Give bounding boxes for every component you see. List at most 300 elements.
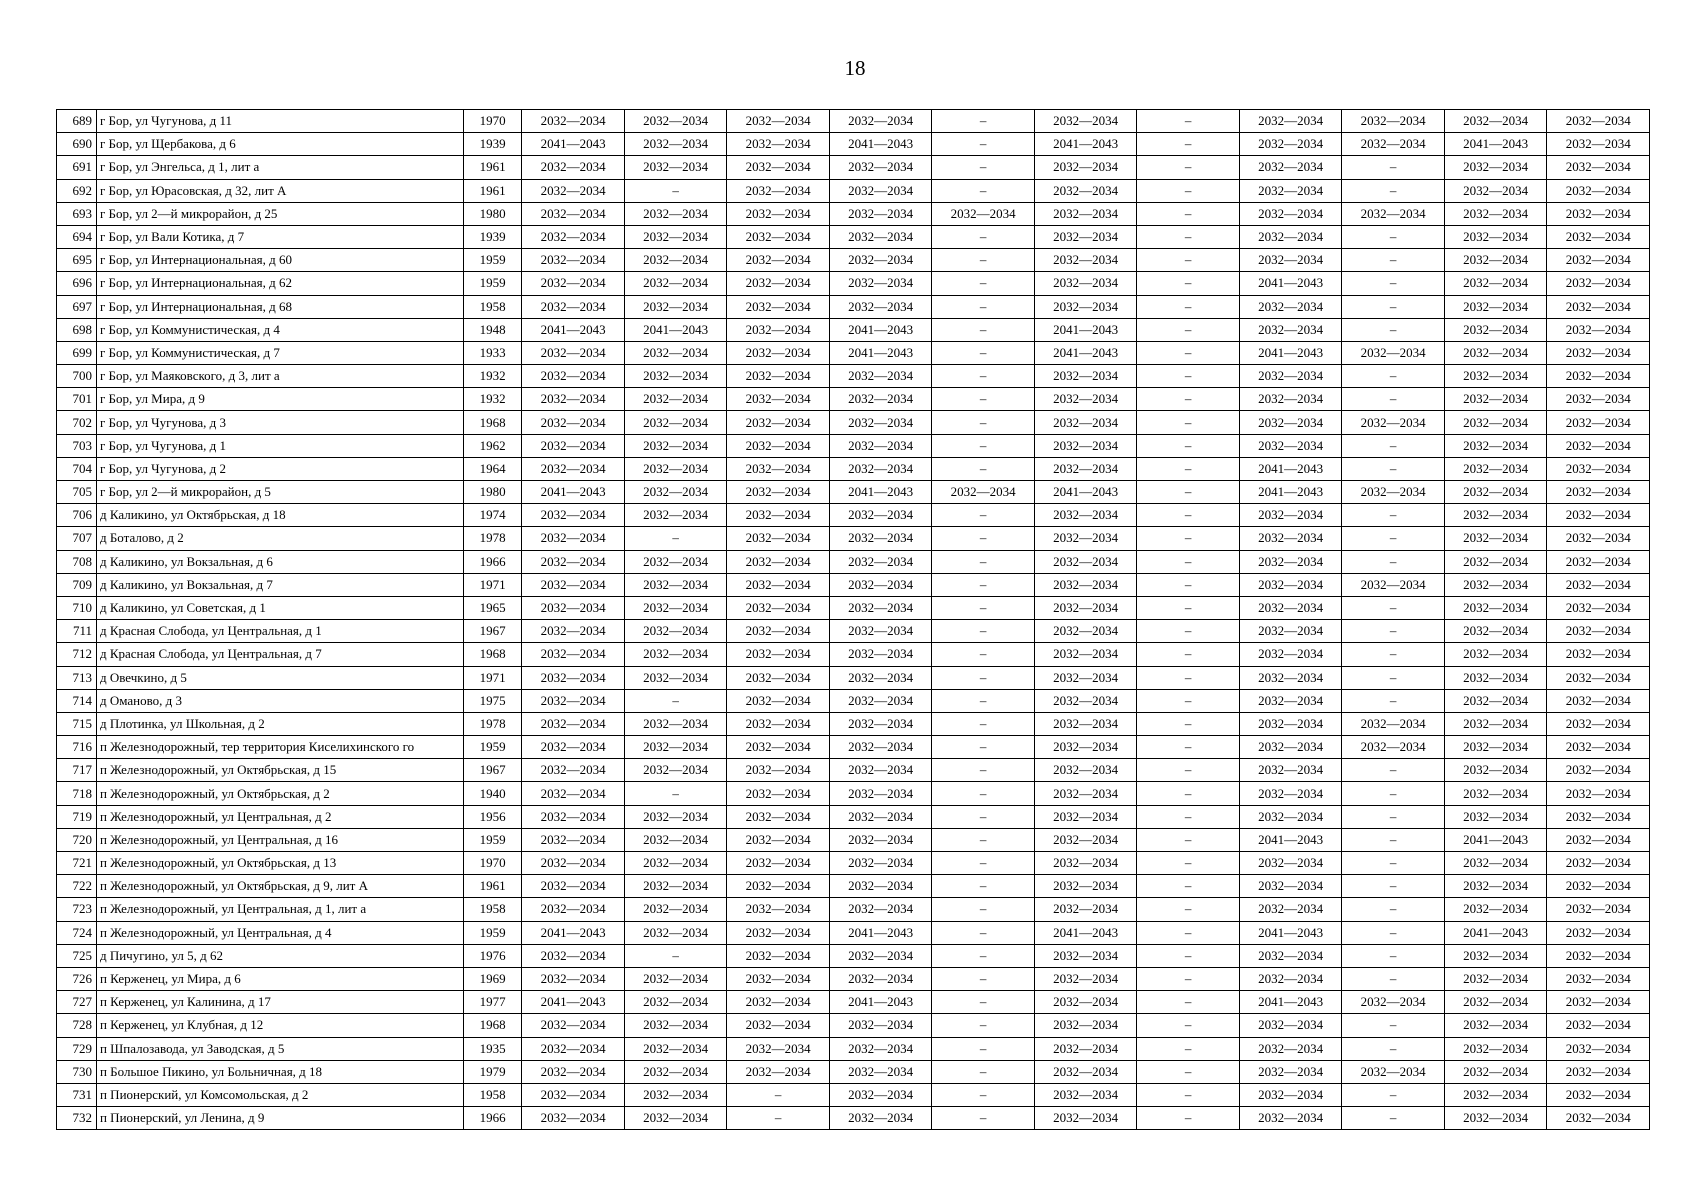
year-built-cell: 1966 [463, 550, 521, 573]
address-cell: г Бор, ул Чугунова, д 2 [96, 457, 463, 480]
address-cell: г Бор, ул Коммунистическая, д 4 [96, 318, 463, 341]
table-row [57, 898, 1650, 921]
table-row [57, 411, 1650, 434]
year-built-cell: 1971 [463, 573, 521, 596]
period-cell-2: 2032—2034 [624, 388, 727, 411]
period-cell-9: – [1342, 596, 1445, 619]
address-cell: д Овечкино, д 5 [96, 666, 463, 689]
year-built-cell: 1979 [463, 1060, 521, 1083]
period-cell-4: 2032—2034 [829, 643, 932, 666]
period-cell-5: – [932, 805, 1035, 828]
table-row [57, 110, 1650, 133]
period-cell-9: – [1342, 295, 1445, 318]
period-cell-5: – [932, 365, 1035, 388]
period-cell-9: – [1342, 1107, 1445, 1130]
period-cell-4: 2032—2034 [829, 1107, 932, 1130]
period-cell-9: – [1342, 504, 1445, 527]
period-cell-1: 2032—2034 [522, 179, 625, 202]
period-cell-8: 2032—2034 [1239, 550, 1342, 573]
address-cell: п Керженец, ул Мира, д 6 [96, 967, 463, 990]
period-cell-11: 2032—2034 [1547, 1107, 1650, 1130]
period-cell-1: 2041—2043 [522, 318, 625, 341]
period-cell-5: – [932, 457, 1035, 480]
table-row [57, 712, 1650, 735]
period-cell-4: 2032—2034 [829, 620, 932, 643]
year-built-cell: 1935 [463, 1037, 521, 1060]
period-cell-2: 2032—2034 [624, 759, 727, 782]
period-cell-11: 2032—2034 [1547, 249, 1650, 272]
period-cell-9: 2032—2034 [1342, 573, 1445, 596]
period-cell-7: – [1137, 249, 1240, 272]
period-cell-11: 2032—2034 [1547, 1060, 1650, 1083]
year-built-cell: 1932 [463, 388, 521, 411]
period-cell-8: 2032—2034 [1239, 620, 1342, 643]
address-cell: г Бор, ул Коммунистическая, д 7 [96, 341, 463, 364]
address-cell: д Пичугино, ул 5, д 62 [96, 944, 463, 967]
period-cell-7: – [1137, 596, 1240, 619]
period-cell-8: 2032—2034 [1239, 434, 1342, 457]
period-cell-3: 2032—2034 [727, 481, 830, 504]
period-cell-11: 2032—2034 [1547, 689, 1650, 712]
period-cell-11: 2032—2034 [1547, 666, 1650, 689]
period-cell-10: 2041—2043 [1444, 133, 1547, 156]
period-cell-2: 2032—2034 [624, 596, 727, 619]
period-cell-1: 2032—2034 [522, 759, 625, 782]
year-built-cell: 1968 [463, 411, 521, 434]
period-cell-1: 2032—2034 [522, 341, 625, 364]
period-cell-6: 2032—2034 [1034, 202, 1137, 225]
period-cell-11: 2032—2034 [1547, 759, 1650, 782]
period-cell-7: – [1137, 991, 1240, 1014]
period-cell-6: 2032—2034 [1034, 596, 1137, 619]
period-cell-8: 2032—2034 [1239, 1060, 1342, 1083]
period-cell-2: 2032—2034 [624, 411, 727, 434]
row-number: 730 [57, 1060, 97, 1083]
period-cell-1: 2032—2034 [522, 1107, 625, 1130]
period-cell-9: – [1342, 782, 1445, 805]
period-cell-6: 2032—2034 [1034, 620, 1137, 643]
table-row [57, 1060, 1650, 1083]
year-built-cell: 1958 [463, 1083, 521, 1106]
period-cell-5: – [932, 156, 1035, 179]
period-cell-9: – [1342, 527, 1445, 550]
period-cell-6: 2032—2034 [1034, 736, 1137, 759]
address-cell: д Каликино, ул Октябрьская, д 18 [96, 504, 463, 527]
period-cell-9: 2032—2034 [1342, 341, 1445, 364]
period-cell-6: 2032—2034 [1034, 110, 1137, 133]
period-cell-6: 2032—2034 [1034, 272, 1137, 295]
year-built-cell: 1969 [463, 967, 521, 990]
address-cell: г Бор, ул Маяковского, д 3, лит а [96, 365, 463, 388]
period-cell-8: 2032—2034 [1239, 156, 1342, 179]
period-cell-4: 2032—2034 [829, 156, 932, 179]
period-cell-9: – [1342, 249, 1445, 272]
period-cell-4: 2032—2034 [829, 550, 932, 573]
table-row [57, 967, 1650, 990]
period-cell-1: 2032—2034 [522, 388, 625, 411]
table-row [57, 527, 1650, 550]
period-cell-4: 2041—2043 [829, 318, 932, 341]
period-cell-3: 2032—2034 [727, 434, 830, 457]
row-number: 690 [57, 133, 97, 156]
period-cell-11: 2032—2034 [1547, 202, 1650, 225]
address-cell: п Железнодорожный, тер территория Киселихинского го [96, 736, 463, 759]
table-row [57, 202, 1650, 225]
period-cell-10: 2032—2034 [1444, 875, 1547, 898]
period-cell-8: 2032—2034 [1239, 179, 1342, 202]
period-cell-3: 2032—2034 [727, 388, 830, 411]
period-cell-5: – [932, 133, 1035, 156]
year-built-cell: 1956 [463, 805, 521, 828]
period-cell-10: 2032—2034 [1444, 805, 1547, 828]
period-cell-7: – [1137, 921, 1240, 944]
period-cell-7: – [1137, 782, 1240, 805]
table-row [57, 828, 1650, 851]
period-cell-9: 2032—2034 [1342, 110, 1445, 133]
period-cell-1: 2032—2034 [522, 852, 625, 875]
period-cell-5: – [932, 620, 1035, 643]
row-number: 696 [57, 272, 97, 295]
period-cell-2: 2032—2034 [624, 712, 727, 735]
table-row [57, 620, 1650, 643]
period-cell-11: 2032—2034 [1547, 156, 1650, 179]
year-built-cell: 1958 [463, 898, 521, 921]
period-cell-8: 2032—2034 [1239, 225, 1342, 248]
period-cell-1: 2032—2034 [522, 1060, 625, 1083]
year-built-cell: 1967 [463, 620, 521, 643]
period-cell-6: 2032—2034 [1034, 805, 1137, 828]
period-cell-9: – [1342, 828, 1445, 851]
period-cell-2: 2032—2034 [624, 550, 727, 573]
row-number: 717 [57, 759, 97, 782]
period-cell-3: 2032—2034 [727, 295, 830, 318]
period-cell-1: 2032—2034 [522, 944, 625, 967]
row-number: 691 [57, 156, 97, 179]
period-cell-11: 2032—2034 [1547, 620, 1650, 643]
period-cell-6: 2041—2043 [1034, 341, 1137, 364]
period-cell-5: – [932, 411, 1035, 434]
period-cell-7: – [1137, 712, 1240, 735]
period-cell-6: 2032—2034 [1034, 388, 1137, 411]
period-cell-1: 2032—2034 [522, 643, 625, 666]
row-number: 699 [57, 341, 97, 364]
period-cell-7: – [1137, 202, 1240, 225]
table-row [57, 272, 1650, 295]
year-built-cell: 1975 [463, 689, 521, 712]
period-cell-2: – [624, 527, 727, 550]
period-cell-11: 2032—2034 [1547, 898, 1650, 921]
row-number: 698 [57, 318, 97, 341]
period-cell-10: 2032—2034 [1444, 388, 1547, 411]
period-cell-1: 2032—2034 [522, 1037, 625, 1060]
row-number: 713 [57, 666, 97, 689]
period-cell-7: – [1137, 666, 1240, 689]
period-cell-9: 2032—2034 [1342, 202, 1445, 225]
table-row [57, 365, 1650, 388]
period-cell-10: 2032—2034 [1444, 689, 1547, 712]
address-cell: г Бор, ул Чугунова, д 1 [96, 434, 463, 457]
period-cell-9: – [1342, 457, 1445, 480]
period-cell-10: 2032—2034 [1444, 759, 1547, 782]
period-cell-3: 2032—2034 [727, 457, 830, 480]
period-cell-4: 2032—2034 [829, 110, 932, 133]
address-cell: п Железнодорожный, ул Октябрьская, д 15 [96, 759, 463, 782]
table-row [57, 179, 1650, 202]
period-cell-2: 2032—2034 [624, 434, 727, 457]
period-cell-4: 2032—2034 [829, 434, 932, 457]
period-cell-4: 2032—2034 [829, 411, 932, 434]
period-cell-10: 2032—2034 [1444, 457, 1547, 480]
period-cell-4: 2041—2043 [829, 991, 932, 1014]
period-cell-4: 2032—2034 [829, 388, 932, 411]
period-cell-8: 2032—2034 [1239, 944, 1342, 967]
period-cell-1: 2032—2034 [522, 457, 625, 480]
period-cell-9: – [1342, 434, 1445, 457]
period-cell-2: 2032—2034 [624, 643, 727, 666]
year-built-cell: 1964 [463, 457, 521, 480]
period-cell-11: 2032—2034 [1547, 852, 1650, 875]
table-row [57, 805, 1650, 828]
period-cell-7: – [1137, 411, 1240, 434]
table-row [57, 318, 1650, 341]
period-cell-7: – [1137, 550, 1240, 573]
period-cell-4: 2041—2043 [829, 133, 932, 156]
period-cell-11: 2032—2034 [1547, 225, 1650, 248]
row-number: 722 [57, 875, 97, 898]
period-cell-3: 2032—2034 [727, 620, 830, 643]
period-cell-8: 2032—2034 [1239, 1083, 1342, 1106]
period-cell-7: – [1137, 318, 1240, 341]
period-cell-5: – [932, 759, 1035, 782]
row-number: 729 [57, 1037, 97, 1060]
year-built-cell: 1976 [463, 944, 521, 967]
period-cell-2: 2032—2034 [624, 504, 727, 527]
table-row [57, 295, 1650, 318]
period-cell-4: 2032—2034 [829, 596, 932, 619]
period-cell-8: 2032—2034 [1239, 365, 1342, 388]
period-cell-7: – [1137, 643, 1240, 666]
period-cell-6: 2032—2034 [1034, 782, 1137, 805]
period-cell-1: 2032—2034 [522, 828, 625, 851]
period-cell-3: 2032—2034 [727, 341, 830, 364]
period-cell-11: 2032—2034 [1547, 133, 1650, 156]
period-cell-11: 2032—2034 [1547, 712, 1650, 735]
period-cell-2: 2032—2034 [624, 365, 727, 388]
period-cell-5: – [932, 1014, 1035, 1037]
period-cell-10: 2032—2034 [1444, 1107, 1547, 1130]
period-cell-11: 2032—2034 [1547, 782, 1650, 805]
period-cell-3: 2032—2034 [727, 991, 830, 1014]
period-cell-5: – [932, 573, 1035, 596]
period-cell-2: 2032—2034 [624, 1014, 727, 1037]
period-cell-7: – [1137, 225, 1240, 248]
period-cell-11: 2032—2034 [1547, 434, 1650, 457]
period-cell-2: 2041—2043 [624, 318, 727, 341]
period-cell-1: 2032—2034 [522, 295, 625, 318]
row-number: 718 [57, 782, 97, 805]
period-cell-11: 2032—2034 [1547, 643, 1650, 666]
period-cell-9: – [1342, 550, 1445, 573]
period-cell-11: 2032—2034 [1547, 411, 1650, 434]
period-cell-10: 2032—2034 [1444, 318, 1547, 341]
period-cell-11: 2032—2034 [1547, 527, 1650, 550]
address-cell: п Железнодорожный, ул Центральная, д 2 [96, 805, 463, 828]
row-number: 703 [57, 434, 97, 457]
period-cell-6: 2032—2034 [1034, 225, 1137, 248]
year-built-cell: 1961 [463, 179, 521, 202]
period-cell-11: 2032—2034 [1547, 921, 1650, 944]
period-cell-2: 2032—2034 [624, 272, 727, 295]
period-cell-8: 2032—2034 [1239, 411, 1342, 434]
period-cell-8: 2032—2034 [1239, 1037, 1342, 1060]
period-cell-2: 2032—2034 [624, 156, 727, 179]
period-cell-1: 2032—2034 [522, 666, 625, 689]
period-cell-11: 2032—2034 [1547, 318, 1650, 341]
period-cell-6: 2032—2034 [1034, 573, 1137, 596]
period-cell-2: 2032—2034 [624, 898, 727, 921]
period-cell-1: 2032—2034 [522, 898, 625, 921]
period-cell-10: 2032—2034 [1444, 434, 1547, 457]
period-cell-7: – [1137, 365, 1240, 388]
period-cell-6: 2032—2034 [1034, 457, 1137, 480]
period-cell-2: 2032—2034 [624, 666, 727, 689]
period-cell-2: 2032—2034 [624, 1060, 727, 1083]
period-cell-3: 2032—2034 [727, 1060, 830, 1083]
row-number: 723 [57, 898, 97, 921]
period-cell-2: 2032—2034 [624, 133, 727, 156]
address-cell: п Железнодорожный, ул Центральная, д 4 [96, 921, 463, 944]
period-cell-6: 2032—2034 [1034, 666, 1137, 689]
period-cell-7: – [1137, 759, 1240, 782]
period-cell-11: 2032—2034 [1547, 1037, 1650, 1060]
period-cell-7: – [1137, 736, 1240, 759]
period-cell-10: 2032—2034 [1444, 341, 1547, 364]
period-cell-1: 2041—2043 [522, 133, 625, 156]
period-cell-11: 2032—2034 [1547, 341, 1650, 364]
table-row [57, 852, 1650, 875]
period-cell-11: 2032—2034 [1547, 457, 1650, 480]
period-cell-5: – [932, 550, 1035, 573]
period-cell-1: 2032—2034 [522, 550, 625, 573]
period-cell-3: – [727, 1083, 830, 1106]
period-cell-6: 2032—2034 [1034, 944, 1137, 967]
table-row [57, 782, 1650, 805]
year-built-cell: 1958 [463, 295, 521, 318]
period-cell-3: 2032—2034 [727, 225, 830, 248]
period-cell-1: 2032—2034 [522, 504, 625, 527]
period-cell-8: 2032—2034 [1239, 666, 1342, 689]
period-cell-6: 2041—2043 [1034, 318, 1137, 341]
row-number: 701 [57, 388, 97, 411]
period-cell-1: 2032—2034 [522, 249, 625, 272]
period-cell-3: 2032—2034 [727, 596, 830, 619]
period-cell-8: 2041—2043 [1239, 341, 1342, 364]
address-cell: г Бор, ул Чугунова, д 11 [96, 110, 463, 133]
period-cell-1: 2032—2034 [522, 202, 625, 225]
period-cell-9: – [1342, 388, 1445, 411]
period-cell-7: – [1137, 527, 1240, 550]
period-cell-8: 2041—2043 [1239, 457, 1342, 480]
period-cell-11: 2032—2034 [1547, 1014, 1650, 1037]
row-number: 727 [57, 991, 97, 1014]
period-cell-1: 2032—2034 [522, 782, 625, 805]
period-cell-6: 2032—2034 [1034, 759, 1137, 782]
row-number: 692 [57, 179, 97, 202]
period-cell-3: 2032—2034 [727, 249, 830, 272]
row-number: 710 [57, 596, 97, 619]
period-cell-3: 2032—2034 [727, 759, 830, 782]
year-built-cell: 1970 [463, 110, 521, 133]
period-cell-11: 2032—2034 [1547, 272, 1650, 295]
period-cell-10: 2032—2034 [1444, 898, 1547, 921]
period-cell-6: 2041—2043 [1034, 133, 1137, 156]
address-cell: г Бор, ул Мира, д 9 [96, 388, 463, 411]
period-cell-7: – [1137, 852, 1240, 875]
period-cell-10: 2032—2034 [1444, 1014, 1547, 1037]
address-cell: п Железнодорожный, ул Центральная, д 1, лит а [96, 898, 463, 921]
period-cell-5: – [932, 921, 1035, 944]
table-row [57, 434, 1650, 457]
address-cell: г Бор, ул Вали Котика, д 7 [96, 225, 463, 248]
period-cell-9: – [1342, 759, 1445, 782]
period-cell-5: – [932, 110, 1035, 133]
period-cell-5: – [932, 852, 1035, 875]
table-row [57, 1014, 1650, 1037]
address-cell: г Бор, ул Энгельса, д 1, лит а [96, 156, 463, 179]
period-cell-8: 2032—2034 [1239, 504, 1342, 527]
period-cell-8: 2032—2034 [1239, 643, 1342, 666]
period-cell-6: 2041—2043 [1034, 481, 1137, 504]
period-cell-7: – [1137, 1014, 1240, 1037]
table-row [57, 1037, 1650, 1060]
period-cell-2: 2032—2034 [624, 341, 727, 364]
period-cell-3: 2032—2034 [727, 550, 830, 573]
address-cell: п Керженец, ул Клубная, д 12 [96, 1014, 463, 1037]
period-cell-4: 2032—2034 [829, 1060, 932, 1083]
period-cell-5: – [932, 1107, 1035, 1130]
period-cell-9: – [1342, 1014, 1445, 1037]
period-cell-8: 2032—2034 [1239, 388, 1342, 411]
period-cell-5: – [932, 875, 1035, 898]
period-cell-7: – [1137, 295, 1240, 318]
period-cell-5: – [932, 666, 1035, 689]
period-cell-5: – [932, 596, 1035, 619]
address-cell: г Бор, ул Юрасовская, д 32, лит А [96, 179, 463, 202]
address-cell: п Пионерский, ул Комсомольская, д 2 [96, 1083, 463, 1106]
period-cell-10: 2032—2034 [1444, 550, 1547, 573]
period-cell-10: 2032—2034 [1444, 1060, 1547, 1083]
period-cell-5: – [932, 504, 1035, 527]
period-cell-11: 2032—2034 [1547, 365, 1650, 388]
period-cell-8: 2032—2034 [1239, 967, 1342, 990]
period-cell-3: 2032—2034 [727, 110, 830, 133]
period-cell-11: 2032—2034 [1547, 944, 1650, 967]
period-cell-1: 2041—2043 [522, 921, 625, 944]
period-cell-9: – [1342, 272, 1445, 295]
period-cell-10: 2032—2034 [1444, 225, 1547, 248]
period-cell-5: – [932, 295, 1035, 318]
period-cell-3: 2032—2034 [727, 643, 830, 666]
period-cell-11: 2032—2034 [1547, 550, 1650, 573]
period-cell-2: 2032—2034 [624, 110, 727, 133]
period-cell-9: 2032—2034 [1342, 991, 1445, 1014]
period-cell-9: 2032—2034 [1342, 481, 1445, 504]
period-cell-4: 2032—2034 [829, 689, 932, 712]
period-cell-3: 2032—2034 [727, 736, 830, 759]
table-row [57, 550, 1650, 573]
period-cell-2: 2032—2034 [624, 202, 727, 225]
address-cell: г Бор, ул Чугунова, д 3 [96, 411, 463, 434]
